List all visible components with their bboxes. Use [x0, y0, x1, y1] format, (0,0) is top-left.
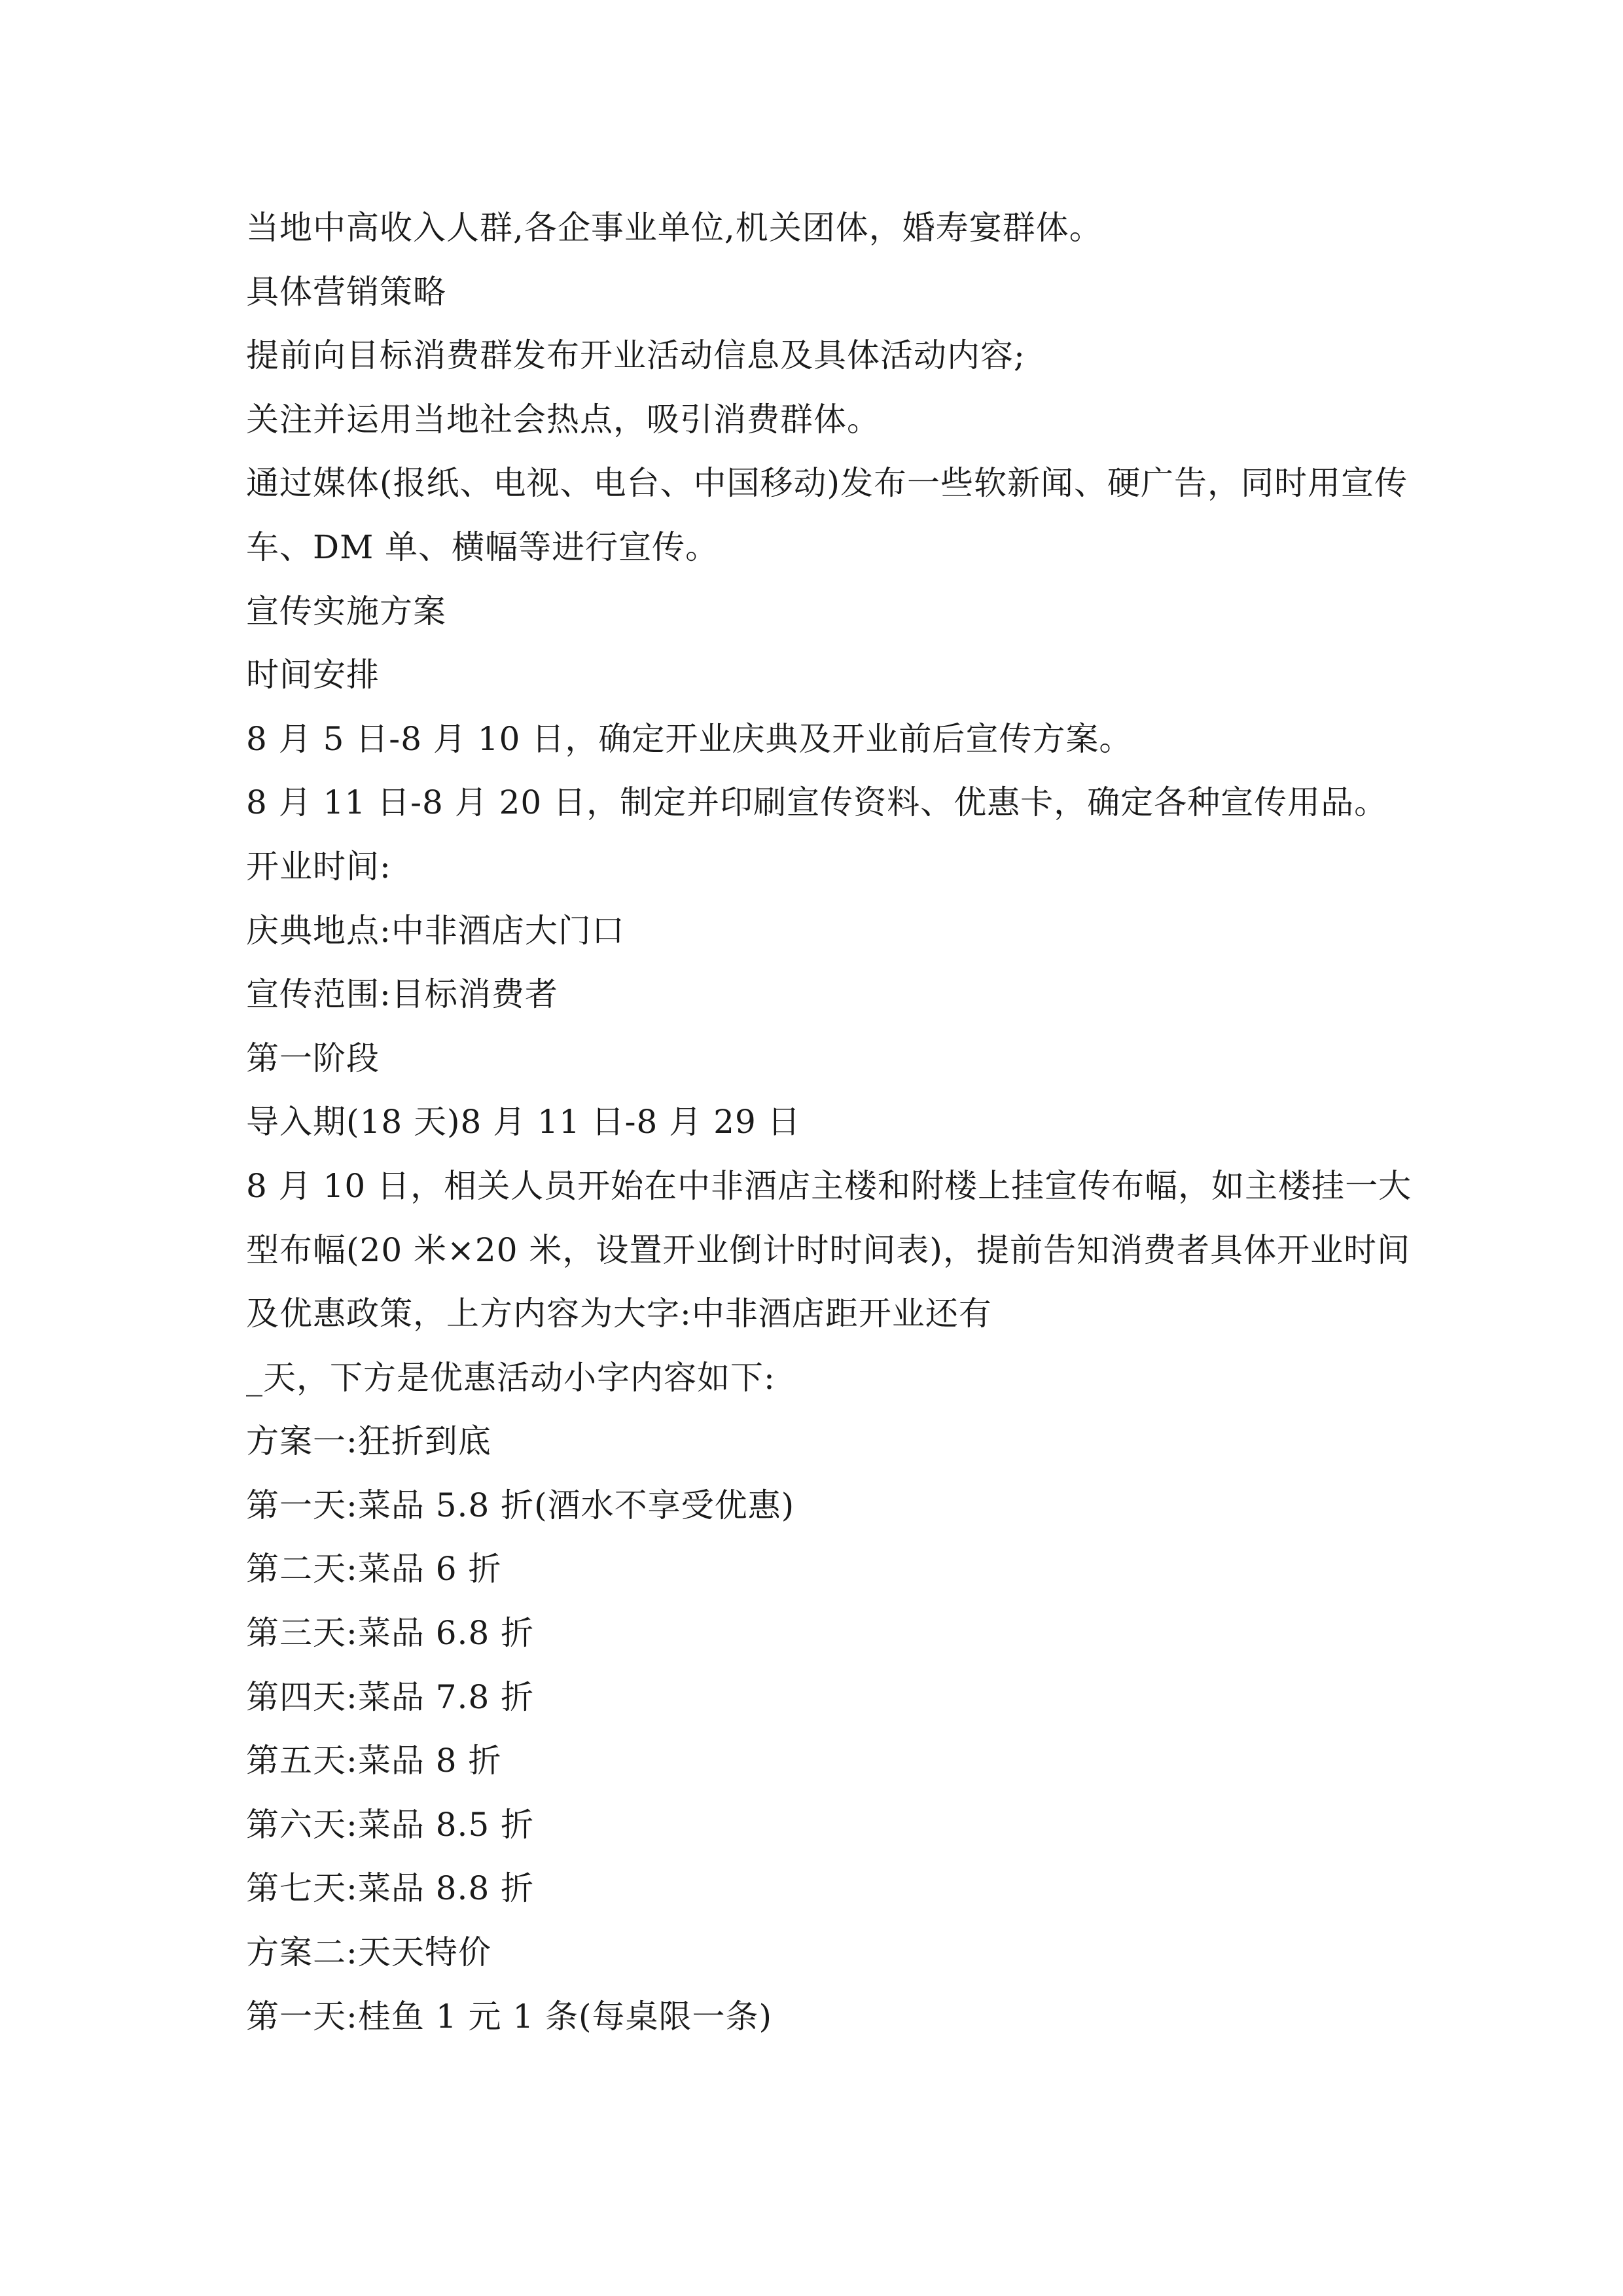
section-heading: 第一阶段: [246, 1039, 380, 1077]
text-line: 通过媒体(报纸、电视、电台、中国移动)发布一些软新闻、硬广告，同时用宣传: [246, 464, 1408, 503]
text-line: 宣传范围:目标消费者: [246, 975, 558, 1014]
text-line: 开业时间:: [246, 847, 391, 886]
text-line: 当地中高收入人群,各企事业单位,机关团体，婚寿宴群体。: [246, 209, 1103, 247]
document-body: [246, 196, 1412, 2049]
text-line: 8 月 5 日-8 月 10 日，确定开业庆典及开业前后宣传方案。: [246, 719, 1133, 758]
text-line: 型布幅(20 米×20 米，设置开业倒计时时间表)，提前告知消费者具体开业时间: [246, 1230, 1410, 1269]
list-item: 第七天:菜品 8.8 折: [246, 1869, 535, 1908]
section-heading: 时间安排: [246, 656, 380, 694]
text-line: _天，下方是优惠活动小字内容如下:: [246, 1358, 776, 1397]
list-item: 第二天:菜品 6 折: [246, 1550, 502, 1588]
text-line: 车、DM 单、横幅等进行宣传。: [246, 528, 719, 566]
list-item: 第五天:菜品 8 折: [246, 1742, 502, 1780]
text-line: 及优惠政策，上方内容为大字:中非酒店距开业还有: [246, 1295, 992, 1333]
text-line: 提前向目标消费群发布开业活动信息及具体活动内容;: [246, 336, 1026, 375]
section-heading: 具体营销策略: [246, 272, 446, 311]
list-item: 第三天:菜品 6.8 折: [246, 1614, 535, 1653]
section-heading: 宣传实施方案: [246, 592, 446, 630]
text-line: 8 月 10 日，相关人员开始在中非酒店主楼和附楼上挂宣传布幅，如主楼挂一大: [246, 1166, 1412, 1205]
text-line: 8 月 11 日-8 月 20 日，制定并印刷宣传资料、优惠卡，确定各种宣传用品。: [246, 783, 1388, 822]
text-line: 庆典地点:中非酒店大门口: [246, 911, 625, 950]
list-item: 第一天:桂鱼 1 元 1 条(每桌限一条): [246, 1997, 773, 2036]
list-item: 第四天:菜品 7.8 折: [246, 1677, 535, 1716]
list-item: 第一天:菜品 5.8 折(酒水不享受优惠): [246, 1486, 795, 1524]
list-item: 第六天:菜品 8.5 折: [246, 1805, 535, 1844]
text-line: 关注并运用当地社会热点，吸引消费群体。: [246, 400, 880, 439]
plan-heading: 方案一:狂折到底: [246, 1422, 491, 1461]
text-line: 导入期(18 天)8 月 11 日-8 月 29 日: [246, 1103, 801, 1141]
plan-heading: 方案二:天天特价: [246, 1933, 491, 1972]
